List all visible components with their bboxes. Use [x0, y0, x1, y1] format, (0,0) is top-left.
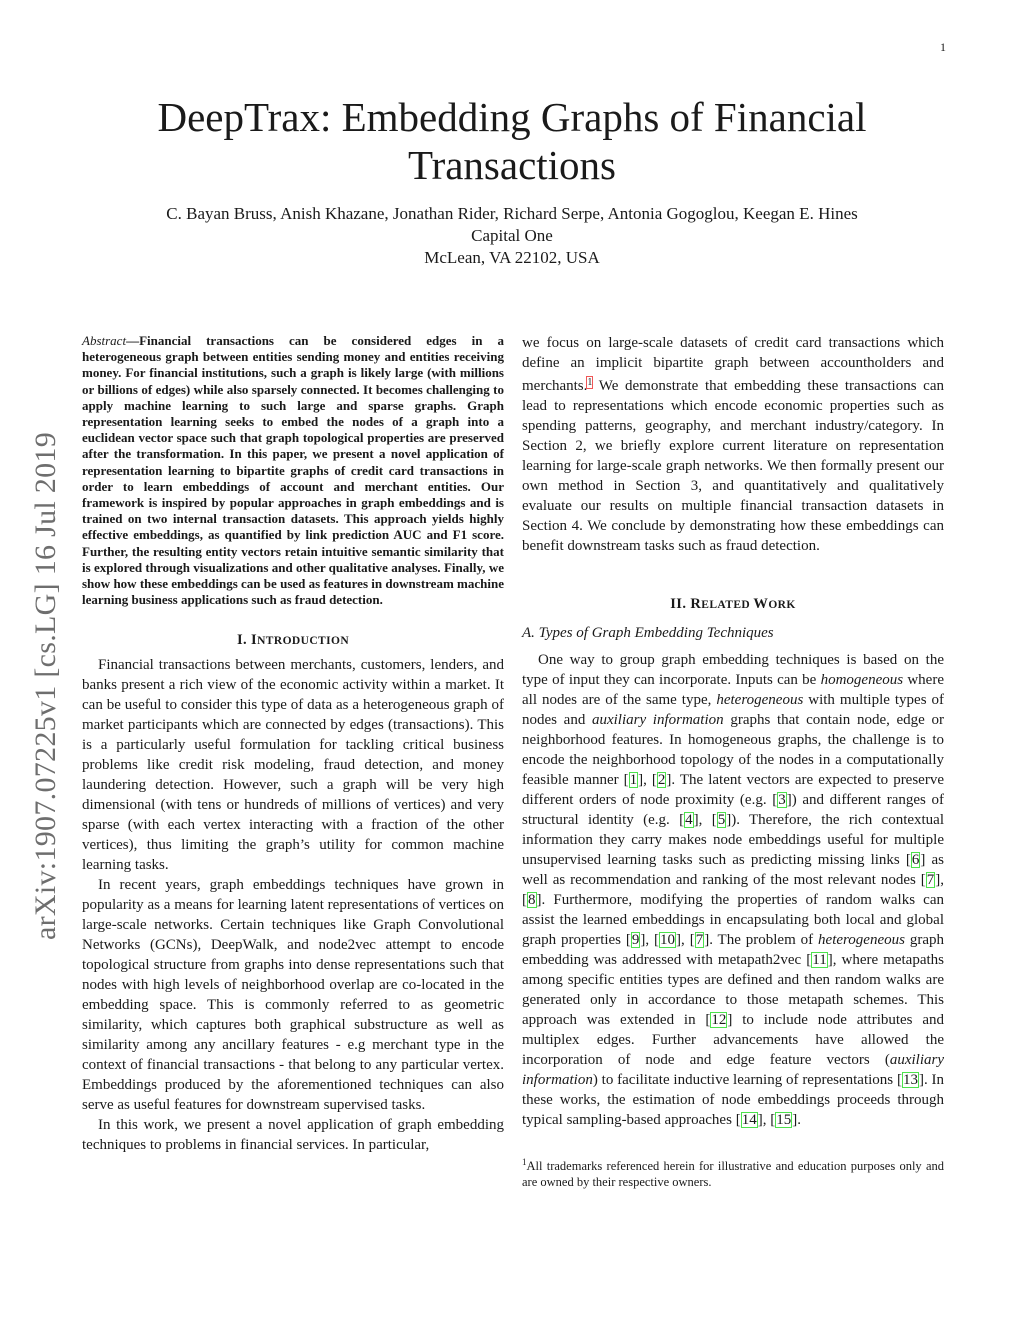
intro-paragraph-4 [522, 333, 944, 556]
page-number: 1 [940, 40, 946, 54]
body-text: . [797, 1112, 801, 1128]
citation-link[interactable]: 2 [657, 772, 666, 788]
body-text: , [940, 872, 944, 888]
heading-smallcaps: ELATED [701, 599, 754, 611]
footnote-mark: 1 [522, 1157, 527, 1167]
emphasis: heterogeneous [818, 932, 905, 948]
abstract-text: Financial transactions can be considered edges in a heterogeneous graph between entities sending money and entities receiving money. For financial institutions, such a graph is likely large (with millions or billions of edges) while also sparsely connected. It becomes challenging to apply machine learning to such large and sparse graphs. Graph representation learning seeks to embed the nodes of a graph into a euclidean vector space such that graph topological properties are preserved after the transformation. In this paper, we present a novel application of representation learning to bipartite graphs of credit card transactions in order to learn embeddings of account and merchant entities. Our framework is inspired by popular approaches in graph embeddings and is trained on two internal transaction datasets. This approach yields highly effective embeddings, as quantified by link prediction AUC and F1 score. Further, the resulting entity vectors retain intuitive semantic similarity that is explored through visualizations and other qualitative analyses. Finally, we show how these embeddings can be used as features in downstream machine learning business applications such as fraud detection. [82, 333, 504, 608]
body-text: , [643, 772, 652, 788]
citation-link[interactable]: 7 [695, 932, 704, 948]
title-block [80, 93, 944, 269]
emphasis: auxiliary information [591, 712, 724, 728]
body-text: as well as recommendation and ranking of the most relevant nodes [522, 852, 945, 888]
arxiv-stamp-text: arXiv:1907.07225v1 [cs.LG] 16 Jul 2019 [29, 431, 62, 940]
body-text: , where metapaths among specific entities types are defined and then random walks are generated only in accordance to those metapath schemes. This approach was extended in [522, 952, 944, 1028]
body-text: , [645, 932, 655, 948]
intro-paragraph-1: Financial transactions between merchants, customers, lenders, and banks present a rich view of the economic activity within a market. It can be useful to consider this type of data as a heterogeneous graph of market participants which are connected by edges (transactions). This is a particularly useful formulation for tackling critical business problems like credit risk modeling, fraud detection, and money laundering detection. However, such a graph will be very high dimensional (with tens or hundreds of millions of vertices) and very sparse (with each vertex interacting with a fraction of the other vertices), thus limiting the graph’s utility for common machine learning tasks. [82, 657, 504, 874]
emphasis: homogeneous [820, 672, 904, 688]
title-line-2: Transactions [407, 142, 617, 188]
citation-link[interactable]: 15 [776, 1112, 792, 1128]
affiliation: Capital One [471, 226, 553, 245]
body-text: . In these works, the estimation of node embeddings proceeds through typical sampling-based approaches [522, 1072, 944, 1128]
body-text: . The latent vectors are expected to preserve different orders of node proximity (e.g. [522, 772, 944, 808]
intro-paragraph-3: In this work, we present a novel application of graph embedding techniques to problems in financial services. In particular, [82, 1117, 504, 1154]
citation-link[interactable]: 6 [911, 852, 920, 868]
abstract-label: Abstract [82, 333, 127, 348]
heading-smallcaps: ORK [768, 599, 796, 611]
citation-link[interactable]: 7 [926, 872, 935, 888]
body-text: ) to facilitate inductive learning of representations [592, 1072, 897, 1088]
abstract-dash: — [126, 333, 140, 348]
body-text: , [762, 1112, 771, 1128]
body-text: to include node attributes and multiplex edges. Further advancements have allowed the incorporation of node and edge feature vectors ( [522, 1012, 945, 1068]
citation-link[interactable]: 5 [717, 812, 726, 828]
heading-smallcaps: NTRODUCTION [257, 635, 350, 648]
emphasis: auxiliary information [522, 1052, 944, 1088]
citation-link[interactable]: 10 [660, 932, 676, 948]
citation-link[interactable]: 1 [629, 772, 638, 788]
address: McLean, VA 22102, USA [424, 248, 600, 267]
title-line-1: DeepTrax: Embedding Graphs of Financial [157, 94, 867, 140]
abstract [82, 333, 504, 608]
footnote [522, 1154, 944, 1190]
body-text: ) and different ranges of structural identity (e.g. [522, 792, 944, 828]
section-heading-introduction [82, 632, 504, 649]
heading-initial: I [251, 632, 258, 649]
section-numeral: I. [236, 632, 252, 649]
section-numeral: II. [670, 596, 691, 612]
paper-title [80, 93, 944, 189]
body-text: where all nodes are of the same type, [522, 672, 944, 708]
citation-link[interactable]: 8 [528, 892, 536, 908]
citation-link[interactable]: 4 [685, 812, 693, 828]
body-text: One way to group graph embedding techniques is based on the type of input they can incorporate. Inputs can be [522, 652, 944, 688]
author-list: C. Bayan Bruss, Anish Khazane, Jonathan Rider, Richard Serpe, Antonia Gogoglou, Keegan E. Hines [166, 204, 858, 223]
footnote-text: All trademarks referenced herein for illustrative and education purposes only and are owned by their respective owners. [522, 1159, 944, 1190]
intro-paragraph-2: In recent years, graph embeddings techniques have grown in popularity as a means for learning latent representations of vertices on large-scale networks. Certain techniques like Graph Convolutional Networks (GCNs), DeepWalk, and node2vec attempt to encode topological structure from graphs into dense representations such that nodes with high levels of neighborhood overlap are co-located in the embedding space. This is commonly referred to as geometric similarity, which captures both graphical substructure as well as similarity among any ancillary features - e.g merchant type in the context of financial transactions - that belong to any particular vertex. Embeddings produced by the aforementioned techniques can also serve as useful features for downstream supervised tasks. [82, 877, 504, 1114]
emphasis: heterogeneous [716, 692, 804, 708]
intro-text: We demonstrate that embedding these transactions can lead to representations which encode economic properties such as spending patterns, geography, and merchant industry/category. In Section 2, we briefly explore current literature on representation learning for large-scale graph networks. We then formally present our own method in Section 3, and quantitatively and qualitatively evaluate our results on multiple financial transaction datasets in Section 4. We conclude by demonstrating how these embeddings can benefit downstream tasks such as fraud detection. [522, 378, 944, 554]
body-text: graph embedding was addressed with metapath2vec [522, 932, 944, 968]
right-column [522, 333, 944, 1190]
body-text: . Furthermore, modifying the properties of random walks can assist the learned embeddings in encapsulating both local and global graph properties [522, 892, 944, 948]
body-text: , [698, 812, 712, 828]
citation-link[interactable]: 11 [812, 952, 827, 968]
left-column [82, 333, 504, 1155]
body-text: . The problem of [709, 932, 819, 948]
citation-link[interactable]: 14 [741, 1112, 757, 1128]
citation-link[interactable]: 3 [778, 792, 786, 808]
citation-link[interactable]: 9 [631, 932, 640, 948]
subsection-heading: A. Types of Graph Embedding Techniques [522, 625, 774, 641]
citation-link[interactable]: 13 [902, 1072, 918, 1088]
footnote-ref[interactable]: 1 [587, 377, 593, 388]
body-text: , [681, 932, 690, 948]
body-text: ). Therefore, the rich contextual information they carry makes node embeddings useful for multiple unsupervised learning tasks such as predicting missing links [522, 812, 945, 868]
body-text: graphs that contain node, edge or neighborhood features. In homogeneous graphs, the challenge is to encode the neighborhood topology of the nodes in a computationally feasible manner [522, 712, 944, 788]
section-heading-related-work [522, 596, 944, 613]
heading-initial: W [753, 596, 769, 612]
related-work-paragraph: One way to group graph embedding techniques is based on the type of input they can incorporate. Inputs can be homogeneous where all nodes are of the same type, heterogeneous with multiple types of nodes and auxiliary information graphs that contain node, edge or neighborhood features. In homogeneous graphs, the challenge is to encode the neighborhood topology of the nodes in a computationally feasible manner [1], [2]. The latent vectors are expected to preserve different orders of node proximity (e.g. [3]) and different ranges of structural identity (e.g. [4], [5]). Therefore, the rich contextual information they carry makes node embeddings useful for multiple unsupervised learning tasks such as predicting missing links [6] as well as recommendation and ranking of the most relevant nodes [7], [8]. Furthermore, modifying the properties of random walks can assist the learned embeddings in encapsulating both local and global graph properties [9], [10], [7]. The problem of heterogeneous graph embedding was addressed with metapath2vec [11], where metapaths among specific entities types are defined and then random walks are generated only in accordance to those metapath schemes. This approach was extended in [12] to include node attributes and multiplex edges. Further advancements have allowed the incorporation of node and edge feature vectors (auxiliary information) to facilitate inductive learning of representations [13]. In these works, the estimation of node embeddings proceeds through typical sampling-based approaches [14], [15]. [522, 652, 945, 1128]
heading-initial: R [690, 596, 702, 612]
body-text: with multiple types of nodes and [522, 692, 945, 728]
citation-link[interactable]: 12 [711, 1012, 727, 1028]
intro-text: we focus on large-scale datasets of credit card transactions which define an implicit bipartite graph between accountholders and merchants. [522, 335, 944, 394]
